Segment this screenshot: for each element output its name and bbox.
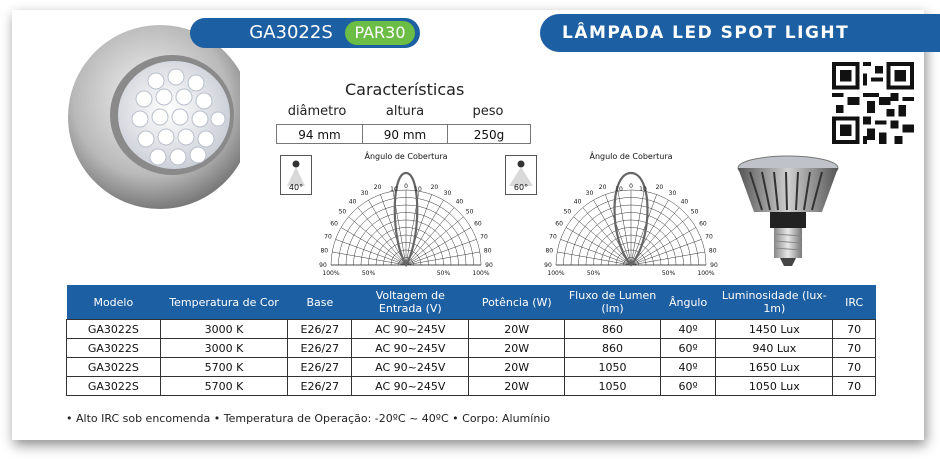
table-cell: 40º [660, 320, 715, 339]
polar-tick-label: 10 [390, 186, 398, 193]
qr-code-icon [832, 62, 914, 144]
polar-tick-label: 10 [615, 186, 623, 193]
table-cell: 1050 Lux [716, 377, 833, 396]
table-cell: 5700 K [160, 377, 288, 396]
table-cell: 70 [833, 320, 876, 339]
polar-tick-label: 40 [455, 198, 464, 206]
polar-tick-label: 70 [549, 233, 557, 241]
product-title: LÂMPADA LED SPOT LIGHT GA3022S [562, 23, 850, 81]
polar-tick-label: 90 [319, 262, 327, 269]
table-cell: 3000 K [160, 339, 288, 358]
angle-label-1: 40° [288, 183, 304, 192]
col-header-luminosity: Luminosidade (lux-1m) [716, 285, 833, 320]
polar-tick-label: 40 [680, 198, 689, 206]
spotlight-angle-icon [505, 155, 537, 195]
col-header-flux: Fluxo de Lumen (lm) [565, 285, 661, 320]
polar-tick-label: 30 [585, 190, 594, 198]
polar-tick-label: 60 [474, 220, 482, 228]
polar-tick-label: 90 [710, 262, 718, 269]
table-row [67, 358, 876, 377]
polar-tick-label: 60 [555, 220, 563, 228]
led-lamp-side-photo [730, 150, 840, 275]
polar-tick-label: 70 [480, 233, 488, 241]
polar-tick-label: 100% [322, 270, 340, 277]
polar-tick-label: 100% [472, 270, 490, 277]
table-cell: E26/27 [288, 339, 352, 358]
polar-tick-label: 100% [547, 270, 565, 277]
polar-tick-label: 50 [338, 208, 347, 216]
polar-tick-label: 10 [639, 186, 647, 193]
polar-diagram-2 [541, 152, 721, 277]
polar-tick-label: 50% [661, 270, 676, 277]
table-cell: E26/27 [288, 320, 352, 339]
table-cell: 940 Lux [716, 339, 833, 358]
table-cell: 70 [833, 339, 876, 358]
table-cell: E26/27 [288, 377, 352, 396]
col-header-color-temp: Temperatura de Cor [160, 285, 288, 320]
polar-tick-label: 0 [629, 183, 633, 190]
table-cell: 5700 K [160, 358, 288, 377]
polar-tick-label: 100% [697, 270, 715, 277]
table-cell: GA3022S [67, 358, 161, 377]
spec-label-weight: peso [472, 104, 504, 119]
table-cell: GA3022S [67, 339, 161, 358]
col-header-base: Base [288, 285, 352, 320]
table-cell: 60º [660, 339, 715, 358]
polar-tick-label: 10 [414, 186, 422, 193]
table-cell: GA3022S [67, 377, 161, 396]
polar-tick-label: 60 [699, 220, 707, 228]
polar-tick-label: 20 [373, 184, 382, 191]
table-cell: AC 90~245V [352, 320, 469, 339]
polar-tick-label: 80 [483, 247, 492, 255]
spec-label-diameter: diâmetro [287, 104, 347, 119]
polar-tick-label: 50 [690, 208, 699, 216]
table-row [67, 339, 876, 358]
table-cell: 1650 Lux [716, 358, 833, 377]
polar-tick-label: 40 [348, 198, 357, 206]
table-cell: 860 [565, 320, 661, 339]
polar-grid-2 [541, 162, 721, 277]
table-cell: AC 90~245V [352, 358, 469, 377]
table-cell: 20W [469, 339, 565, 358]
polar-tick-label: 50% [361, 270, 376, 277]
polar-tick-label: 20 [655, 184, 664, 191]
table-cell: 70 [833, 358, 876, 377]
table-cell: 860 [565, 339, 661, 358]
table-cell: 40º [660, 358, 715, 377]
table-cell: AC 90~245V [352, 339, 469, 358]
diagram-title-1: Ângulo de Cobertura [364, 152, 448, 161]
polar-tick-label: 30 [443, 190, 452, 198]
table-cell: 20W [469, 358, 565, 377]
polar-tick-label: 70 [705, 233, 713, 241]
col-header-model: Modelo [67, 285, 161, 320]
polar-diagram-1 [316, 152, 496, 277]
polar-tick-label: 0 [404, 183, 408, 190]
polar-tick-label: 50% [436, 270, 451, 277]
polar-grid-1 [316, 162, 496, 277]
diagram-title-2: Ângulo de Cobertura [589, 152, 673, 161]
model-tag: GA3022S [249, 22, 333, 43]
table-cell: 3000 K [160, 320, 288, 339]
type-tag: PAR30 [345, 21, 415, 45]
polar-tick-label: 90 [544, 262, 552, 269]
spec-label-height: altura [385, 104, 425, 119]
col-header-voltage: Voltagem de Entrada (V) [352, 285, 469, 320]
polar-tick-label: 80 [708, 247, 717, 255]
angle-label-2: 60° [513, 183, 529, 192]
spotlight-angle-icon [280, 155, 312, 195]
table-cell: E26/27 [288, 358, 352, 377]
table-cell: 1050 [565, 358, 661, 377]
polar-tick-label: 80 [545, 247, 554, 255]
polar-tick-label: 30 [360, 190, 369, 198]
table-cell: 20W [469, 377, 565, 396]
polar-tick-label: 20 [430, 184, 439, 191]
specs-title: Características [345, 80, 465, 99]
spec-value-height: 90 mm [362, 124, 448, 144]
footnote: • Alto IRC sob encomenda • Temperatura de Operação: -20ºC ~ 40ºC • Corpo: Alumínio [66, 412, 551, 425]
spec-value-weight: 250g [447, 124, 531, 144]
polar-tick-label: 40 [573, 198, 582, 206]
table-cell: 60º [660, 377, 715, 396]
table-cell: GA3022S [67, 320, 161, 339]
col-header-power: Potência (W) [469, 285, 565, 320]
col-header-angle: Ângulo [660, 285, 715, 320]
polar-tick-label: 70 [324, 233, 332, 241]
table-header-row [67, 285, 876, 320]
col-header-irc: IRC [833, 285, 876, 320]
polar-tick-label: 30 [668, 190, 677, 198]
table-cell: 70 [833, 377, 876, 396]
spec-value-diameter: 94 mm [276, 124, 363, 144]
polar-tick-label: 60 [330, 220, 338, 228]
table-row [67, 377, 876, 396]
polar-tick-label: 50 [465, 208, 474, 216]
table-cell: 1450 Lux [716, 320, 833, 339]
product-table [66, 285, 876, 396]
polar-tick-label: 50 [563, 208, 572, 216]
polar-tick-label: 20 [598, 184, 607, 191]
table-cell: 1050 [565, 377, 661, 396]
polar-tick-label: 90 [485, 262, 493, 269]
table-row [67, 320, 876, 339]
table-cell: 20W [469, 320, 565, 339]
table-cell: AC 90~245V [352, 377, 469, 396]
polar-tick-label: 50% [586, 270, 601, 277]
polar-tick-label: 80 [320, 247, 329, 255]
